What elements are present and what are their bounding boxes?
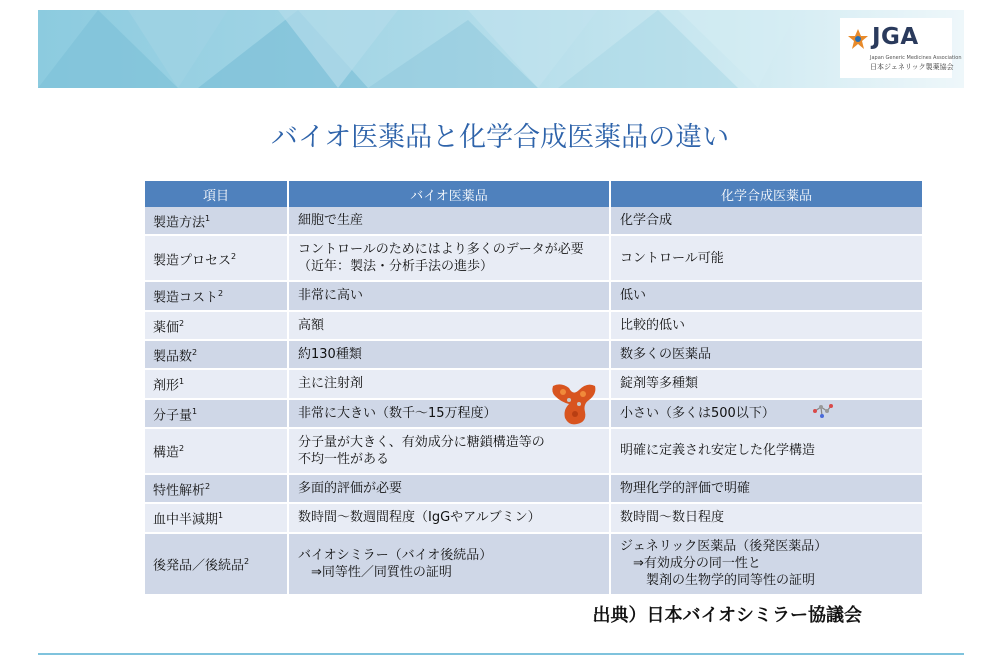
row-item: 製品数$^2$	[145, 340, 288, 369]
table-row	[145, 340, 923, 369]
jga-logo	[840, 18, 962, 78]
footer-divider	[38, 653, 964, 655]
row-bio: 分子量が大きく、有効成分に糖鎖構造等の 不均一性がある	[288, 428, 610, 474]
logo-english-name: Japan Generic Medicines Association	[870, 55, 962, 61]
table-row	[145, 369, 923, 398]
row-chem: 数時間～数日程度	[610, 503, 923, 532]
row-bio: 多面的評価が必要	[288, 474, 610, 503]
table-row	[145, 474, 923, 503]
logo-japanese-name: 日本ジェネリック製薬協会	[870, 63, 954, 71]
banner-pattern	[38, 10, 964, 88]
table-row	[145, 503, 923, 532]
row-bio: 約130種類	[288, 340, 610, 369]
logo-name: JGA	[872, 24, 919, 50]
row-bio: 高額	[288, 311, 610, 340]
jga-logo-mark-icon	[846, 27, 870, 51]
header-banner	[38, 10, 964, 88]
row-bio: バイオシミラー（バイオ後続品） ⇒同等性／同質性の証明	[288, 533, 610, 595]
row-item: 後発品／後続品$^2$	[145, 533, 288, 595]
row-bio: コントロールのためにはより多くのデータが必要 （近年：製法・分析手法の進歩）	[288, 235, 610, 281]
comparison-table	[145, 181, 924, 596]
row-item: 製造プロセス$^2$	[145, 235, 288, 281]
table-row	[145, 281, 923, 310]
row-item: 特性解析$^2$	[145, 474, 288, 503]
row-chem: 比較的低い	[610, 311, 923, 340]
header-item: 項目	[145, 181, 288, 207]
row-item: 構造$^2$	[145, 428, 288, 474]
row-chem: 明確に定義され安定した化学構造	[610, 428, 923, 474]
table-row	[145, 533, 923, 595]
row-bio: 数時間～数週間程度（IgGやアルブミン）	[288, 503, 610, 532]
table-row	[145, 311, 923, 340]
table-row	[145, 428, 923, 474]
row-chem: ジェネリック医薬品（後発医薬品） ⇒有効成分の同一性と 製剤の生物学的同等性の証明	[610, 533, 923, 595]
row-chem: 化学合成	[610, 207, 923, 235]
row-bio: 非常に大きい（数千～15万程度）	[288, 399, 610, 428]
row-item: 分子量$^1$	[145, 399, 288, 428]
table-row	[145, 399, 923, 428]
header-bio: バイオ医薬品	[288, 181, 610, 207]
row-item: 薬価$^2$	[145, 311, 288, 340]
row-chem: 物理化学的評価で明確	[610, 474, 923, 503]
table-row	[145, 235, 923, 281]
row-chem: コントロール可能	[610, 235, 923, 281]
row-chem: 錠剤等多種類	[610, 369, 923, 398]
row-item: 製造コスト$^2$	[145, 281, 288, 310]
row-item: 剤形$^1$	[145, 369, 288, 398]
antibody-protein-image	[543, 378, 603, 428]
row-item: 製造方法$^1$	[145, 207, 288, 235]
page-title: バイオ医薬品と化学合成医薬品の違い	[270, 122, 730, 153]
row-item: 血中半減期$^1$	[145, 503, 288, 532]
row-bio: 主に注射剤	[288, 369, 610, 398]
table-row	[145, 207, 923, 235]
row-bio: 非常に高い	[288, 281, 610, 310]
source-citation: 出典）日本バイオシミラー協議会	[592, 605, 862, 626]
table-header-row	[145, 181, 923, 207]
row-chem: 低い	[610, 281, 923, 310]
row-chem: 小さい（多くは500以下）	[610, 399, 923, 428]
header-chem: 化学合成医薬品	[610, 181, 923, 207]
row-bio: 細胞で生産	[288, 207, 610, 235]
row-chem: 数多くの医薬品	[610, 340, 923, 369]
small-molecule-image	[812, 402, 834, 420]
